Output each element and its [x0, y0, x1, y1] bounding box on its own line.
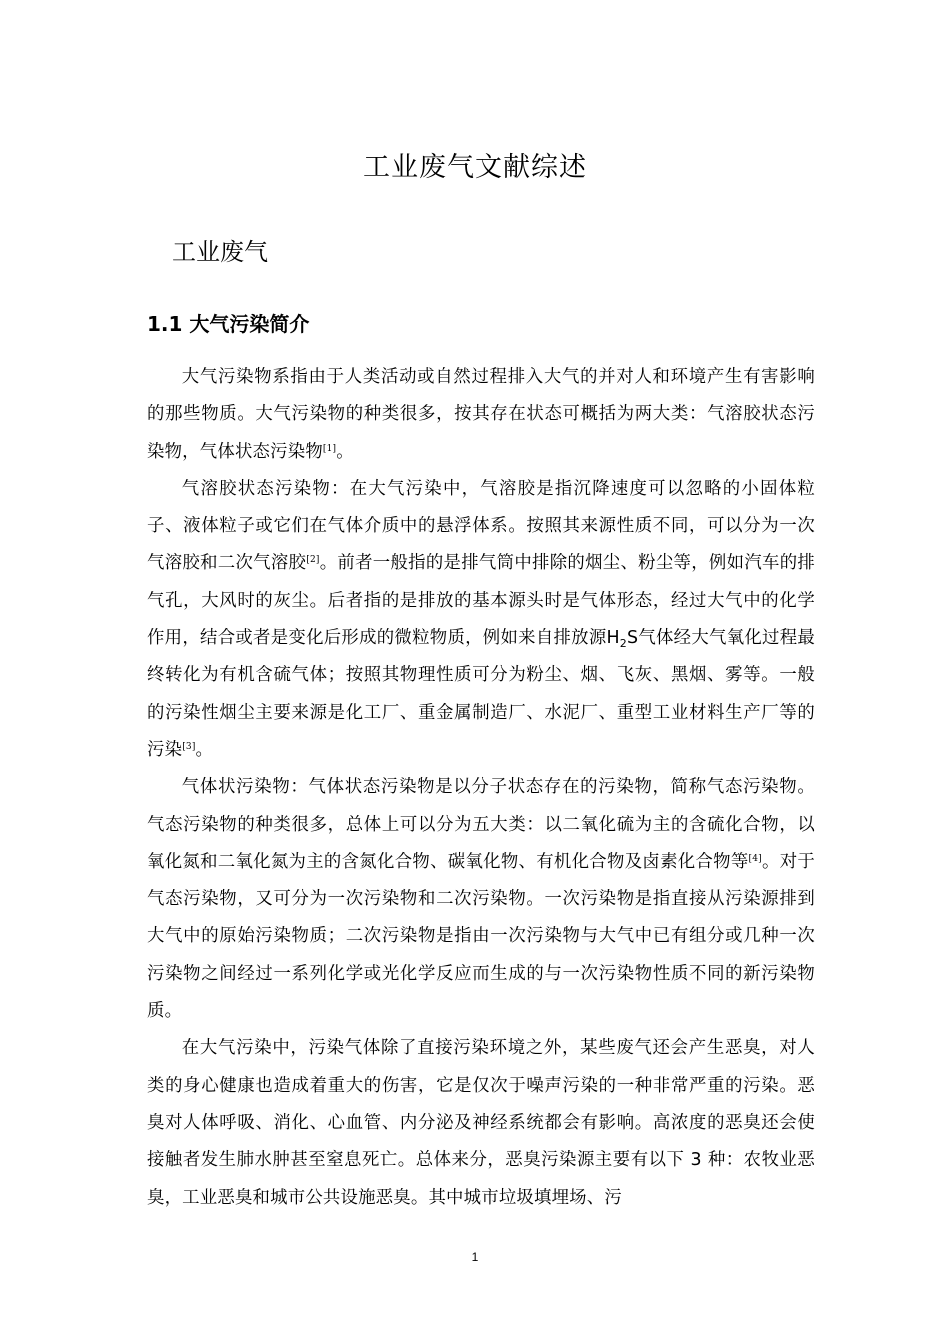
paragraph-aerosol-pollutants — [147, 471, 815, 769]
paragraph-text: 气体经大气氧化过程最终转化为有机含硫气体；按照其物理性质可分为粉尘、烟、飞灰、黑烟、雾等。一般的污染性烟尘主要来源是化工厂、重金属制造厂、水泥厂、重型工业材料生产厂等的污染 — [147, 628, 815, 760]
paragraph-text: 。 — [336, 441, 354, 462]
page-number: 1 — [471, 1250, 479, 1264]
inline-number: 3 — [684, 1150, 708, 1171]
chemical-formula — [606, 628, 639, 651]
citation-ref: [2] — [306, 555, 320, 566]
section-heading: 工业废气 — [172, 238, 268, 266]
citation-ref: [3] — [182, 741, 196, 752]
subsection-heading: 1.1 大气污染简介 — [147, 312, 310, 336]
paragraph-gaseous-pollutants — [147, 769, 815, 1030]
body-text — [147, 359, 815, 1217]
paragraph-aerosol-intro — [147, 359, 815, 471]
paragraph-text: 大气污染物系指由于人类活动或自然过程排入大气的并对人和环境产生有害影响的那些物质。大气污染物的种类很多，按其存在状态可概括为两大类：气溶胶状态污染物，气体状态污染物 — [147, 367, 815, 462]
citation-ref: [4] — [748, 853, 762, 864]
paragraph-text: 。前者一般指的是排气筒中排除的烟尘、粉尘等，例如汽车的排气孔，大风时的灰尘。后者指的是排放的基本源头时是气体形态，经过大气中的化学作用，结合或者是变化后形成的微粒物质，例如来自排放源 — [147, 553, 815, 649]
paragraph-text: 。对于气态污染物，又可分为一次污染物和二次污染物。一次污染物是指直接从污染源排到大气中的原始污染物质；二次污染物是指由一次污染物与大气中已有组分或几种一次污染物之间经过一系列化学或光化学反应而生成的与一次污染物性质不同的新污染物质。 — [147, 851, 815, 1022]
paragraph-text: 种：农牧业恶臭，工业恶臭和城市公共设施恶臭。其中城市垃圾填埋场、污 — [147, 1150, 815, 1208]
paragraph-text: 。 — [195, 739, 214, 760]
formula-element: H — [606, 628, 620, 649]
paragraph-odor-pollution — [147, 1030, 815, 1216]
formula-subscript: 2 — [619, 637, 627, 651]
paragraph-text: 气体状污染物：气体状态污染物是以分子状态存在的污染物，简称气态污染物。气态污染物的种类很多，总体上可以分为五大类：以二氧化硫为主的含硫化合物，以氧化氮和二氧化氮为主的含氮化合物、碳氧化物、有机化合物及卤素化合物等 — [147, 777, 815, 872]
citation-ref: [1] — [322, 443, 337, 454]
paragraph-text: 气溶胶状态污染物：在大气污染中，气溶胶是指沉降速度可以忽略的小固体粒子、液体粒子或它们在气体介质中的悬浮体系。按照其来源性质不同，可以分为一次气溶胶和二次气溶胶 — [147, 478, 815, 574]
formula-element: S — [627, 628, 639, 649]
document-title: 工业废气文献综述 — [363, 152, 587, 183]
paragraph-text: 在大气污染中，污染气体除了直接污染环境之外，某些废气还会产生恶臭，对人类的身心健康也造成着重大的伤害，它是仅次于噪声污染的一种非常严重的污染。恶臭对人体呼吸、消化、心血管、内分泌及神经系统都会有影响。高浓度的恶臭还会使接触者发生肺水肿甚至窒息死亡。总体来分，恶臭污染源主要有以下 — [147, 1038, 815, 1171]
